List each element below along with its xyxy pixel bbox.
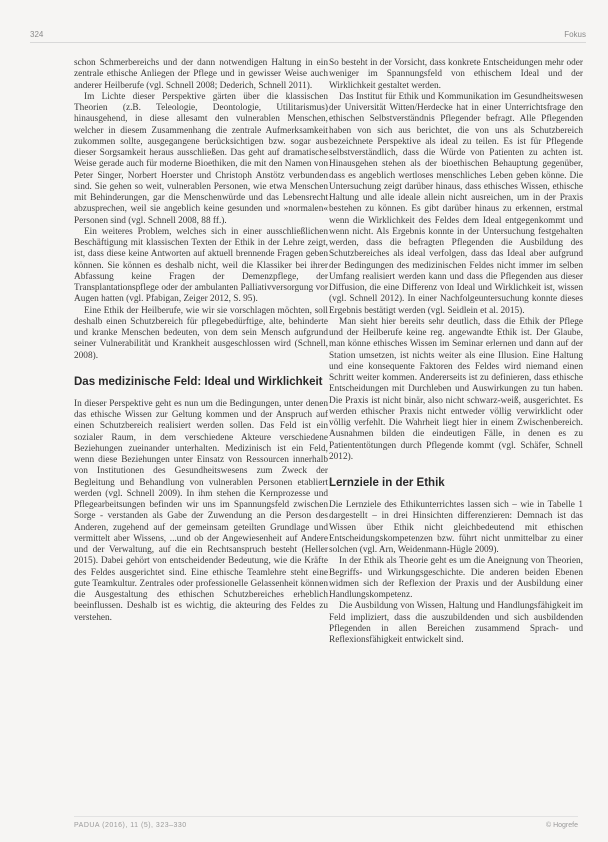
header-divider [30,42,586,43]
publisher-mark: © Hogrefe [545,822,578,829]
page-footer [74,822,578,832]
paragraph: Im Lichte dieser Perspektive gärten über die klassischen Theorien (z.B. Teleologie, Deontologie, Utilitarismus) hinausgehend, in diese allesamt den vulnerablen Menschen, welcher in diesem Zusammenhang die zentrale Aufmerksamkeit zukommen sollte, ausgegangene berücksichtigen bzw. sogar aus dieser Sorgsamkeit heraus ausschließen. Das geht auf dramatische Weise gerade auch für moderne Bioethiken, die mit den Namen von Peter Singer, Norbert Hoerster und Christoph Anstötz verbunden sind. Sie gehen so weit, vulnerablen Personen, wie etwa Menschen mit Behinderungen, gar die Menschenwürde und das Lebensrecht abzusprechen, weil sie angeblich keine gesunden und »normalen« Personen sind (vgl. Schnell 2008, 88 ff.). [74,91,328,226]
paragraph: Ein weiteres Problem, welches sich in einer ausschließlichen Beschäftigung mit klassischen Texten der Ethik in der Lehre zeigt, ist, dass diese keine Antworten auf aktuell brennende Fragen geben können. Sie können es deshalb nicht, weil die Klassiker bei ihrer Abfassung keine Fragen der Demenzpflege, der Transplantationspflege oder der ambulanten Palliativversorgung vor Augen hatten (vgl. Pfabigan, Zeiger 2012, S. 95). [74,226,328,305]
paragraph: So besteht in der Vorsicht, dass konkrete Entscheidungen mehr oder weniger im Spannungsfeld von ethischem Ideal und der Wirklichkeit gestaltet werden. [329,58,583,91]
paragraph: In der Ethik als Theorie geht es um die Aneignung von Theorien, Begriffs- und Wirkungsgeschichte. Die anderen beiden Ebenen widmen sich der Reflexion der Praxis und der Ausbildung einer Handlungskompetenz. [329,556,583,600]
paragraph: In dieser Perspektive geht es nun um die Bedingungen, unter denen das ethische Wissen zur Geltung kommen und der Anspruch auf einen Schutzbereich realisiert werden sollen. Das Feld ist ein sozialer Raum, in dem verschiedene Akteure verschiedene Beziehungen zueinander unterhalten. Medizinisch ist ein Feld, wenn diese Beziehungen unter Einsatz von Ressourcen innerhalb von Institutionen des Gesundheitswesens zum Zweck der Begleitung und Behandlung von vulnerablen Personen etabliert werden (vgl. Schnell 2009). In ihm stehen die Kernprozesse und Pflegearbeitsungen befinden wir uns im Spannungsfeld zwischen Sorge - verstanden als Gabe der Zuwendung an die Person des Anderen, zugehend auf der gemeinsam geteilten Grundlage und vermittelt aber Wissens, ...und ob der Angewiesenheit auf Andere und der Verwaltung, auf die ein Rechtsanspruch besteht (Heller 2015). Dabei gehört von entscheidender Bedeutung, wie die Kräfte des Feldes ausgerichtet sind. Eine ethische Teamlehre steht eine gute Teamkultur. Zentrales oder professionelle Gelassenheit können die Ausgestaltung des ethischen Schutzbereiches erheblich beeinflussen. Deshalb ist es wichtig, die akteuring des Feldes zu verstehen. [74,398,328,623]
section-heading: Das medizinische Feld: Ideal und Wirklichkeit [74,375,323,388]
section-label: Fokus [564,30,586,39]
paragraph: Man sieht hier bereits sehr deutlich, dass die Ethik der Pflege und der Heilberufe keine reg. angewandte Ethik ist. Der Glaube, man könne ethisches Wissen im Seminar erlernen und dann auf der Station umsetzen, ist nichts weiter als eine Illusion. Eine Haltung und eine konsequente Faktoren des Feldes wird niemand einen Schritt weiter kommen. Andererseits ist zu definieren, dass ethische Entscheidungen mit Durchleben und Auswirkungen zu tun haben. Die Praxis ist nicht binär, also nicht schwarz-weiß, ausgerichtet. Es werden ethischer Praxis nicht entweder völlig verwirklicht oder völlig verfehlt. Die Wahrheit liegt hier in einem Zwischenbereich. Ausnahmen bilden die eindeutigen Fälle, in denen es zu Patiententötungen durch Pflegende kommt (vgl. Schäfer, Schnell 2012). [329,316,583,462]
paragraph: schon Schmerbereichs und der dann notwendigen Haltung in ein zentrale ethische Anliegen der Pflege und in gewisser Weise auch anderer Heilberufe (vgl. Schnell 2008; Dederich, Schnell 2011). [74,58,328,91]
running-header [30,30,586,44]
paragraph: Das Institut für Ethik und Kommunikation im Gesundheitswesen der Universität Witten/Herdecke hat in einer Unterrichtsfrage den ethischen Selbstverständnis Pflegender befragt. Alle Pflegenden haben von sich aus berichtet, die von uns als Schutzbereich bezeichnete Perspektive als ideal zu teilen. Es ist für Pflegende selbstverständlich, dass die Würde von Patienten zu achten ist. Hinausgehen stehen als der bioethischen Behauptung gegenüber, dass es angeblich wertloses menschliches Leben geben könne. Die Untersuchung zeigt darüber hinaus, dass ethisches Wissen, ethische Haltung und alle ideale allein nicht ausreichen, um in der Praxis bestehen zu können. Es gibt darüber hinaus zu erkennen, erstmal wenn die Wirklichkeit des Feldes dem Ideal entgegenkommt und wenn nicht. Als Ergebnis konnte in der Untersuchung festgehalten werden, dass die befragten Pflegenden die Ausbildung des Schutzbereiches als ideal verfolgen, dass das Ideal aber aufgrund der Bedingungen des medizinischen Feldes nicht immer im selben Umfang realisiert werden kann und dass die Pflegenden aus dieser Diffusion, die eine Differenz von Ideal und Wirklichkeit ist, wissen (vgl. Schnell 2012). In einer Nachfolgeuntersuchung konnte dieses Ergebnis bestätigt werden (vgl. Seidlein et al. 2015). [329,91,583,316]
footer-divider [74,816,578,817]
paragraph: Die Lernziele des Ethikunterrichtes lassen sich – wie in Tabelle 1 dargestellt – in drei Hinsichten differenzieren: Demnach ist das Wissen über Ethik nicht gleichbedeutend mit ethischen Entscheidungskompetenzen bzw. führt nicht unmittelbar zu einer solchen (vgl. Arn, Weidenmann-Hügle 2009). [329,500,583,555]
page-number: 324 [30,30,44,39]
paragraph: Die Ausbildung von Wissen, Haltung und Handlungsfähigkeit im Feld impliziert, dass die auszubildenden und sich ausbildenden Pflegenden in allen Bereichen zusammend Sprach- und Reflexionsfähigkeit entwickelt sind. [329,601,583,645]
section-heading: Lernziele in der Ethik [329,477,445,489]
right-column [329,58,583,646]
journal-citation: PADUA (2016), 11 (5), 323–330 [74,822,187,829]
left-column [74,58,328,624]
paragraph: Eine Ethik der Heilberufe, wie wir sie vorschlagen möchten, soll deshalb einen Schutzbereich für pflegebedürftige, alte, behinderte und kranke Menschen bedeuten, von dem sein Mensch aufgrund seiner Vulnerabilität und Krankheit ausgeschlossen wird (Schnell, 2008). [74,305,328,361]
